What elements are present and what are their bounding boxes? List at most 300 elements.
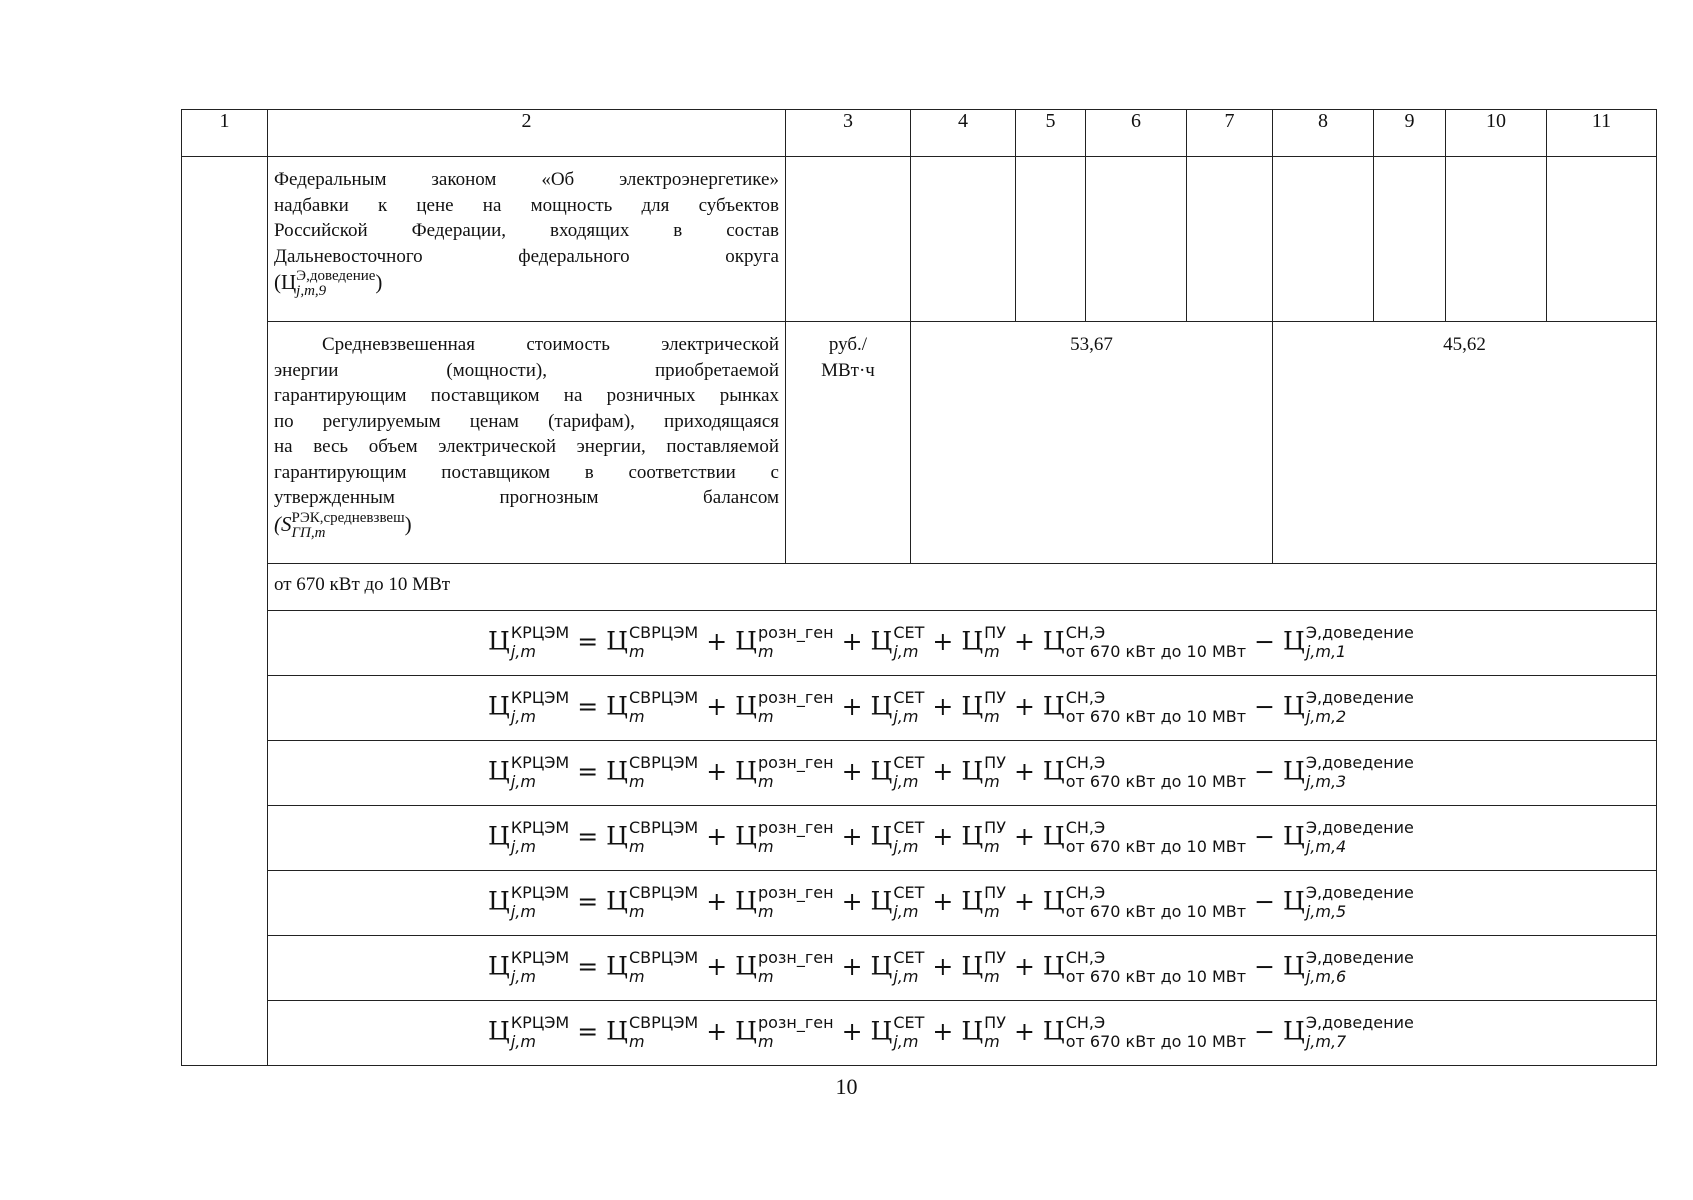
formula-base: Ц [1042, 691, 1065, 721]
formula-sup: КРЦЭМ [510, 623, 570, 642]
formula-base: Ц [1283, 756, 1305, 786]
unit-line: руб./ [828, 334, 868, 355]
formula-sub: j,m [893, 902, 919, 921]
formula-scripts [893, 1013, 925, 1051]
formula-term [870, 623, 925, 661]
formula-sup: СВРЦЭМ [628, 688, 699, 707]
formula-term [735, 623, 834, 661]
formula-operator: − [1254, 626, 1276, 656]
formula-scripts [628, 623, 699, 661]
formula-sub: m [757, 772, 774, 791]
formula-term [606, 883, 699, 921]
formula-term [1283, 753, 1414, 791]
formula-term [961, 753, 1006, 791]
symbol-sup: РЭК,средневзвеш [291, 509, 405, 526]
formula-base: Ц [870, 821, 893, 851]
formula-sub: j,m,2 [1305, 707, 1347, 726]
formula-sup: СЕТ [893, 948, 925, 967]
formula-operator: − [1254, 821, 1276, 851]
formula-sup: СН,Э [1065, 883, 1106, 902]
header-cell: 10 [1446, 110, 1547, 157]
formula-term [870, 753, 925, 791]
formula-scripts [984, 948, 1006, 986]
formula-operator: + [841, 886, 863, 916]
formula-sup: СН,Э [1065, 753, 1106, 772]
formula-row [182, 676, 1657, 741]
formula-base: Ц [870, 951, 893, 981]
formula-base: Ц [1042, 756, 1065, 786]
formula-term [488, 753, 570, 791]
formula-sup: СН,Э [1065, 818, 1106, 837]
formula-operator: + [932, 821, 954, 851]
formula-sub: j,m [893, 1032, 919, 1051]
formula-base: Ц [488, 756, 510, 786]
formula-scripts [893, 688, 925, 726]
formula-sub: m [757, 707, 774, 726]
formula-scripts [893, 623, 925, 661]
formula-operator: + [706, 626, 728, 656]
formula-operator: + [841, 756, 863, 786]
formula-term [735, 1013, 834, 1051]
formula-sup: КРЦЭМ [510, 948, 570, 967]
formula-operator: + [1013, 756, 1035, 786]
formula-term [961, 818, 1006, 856]
formula-term [870, 688, 925, 726]
formula-operator: + [932, 691, 954, 721]
symbol-close: ) [404, 511, 412, 536]
formula-base: Ц [961, 626, 984, 656]
formula-sup: СН,Э [1065, 688, 1106, 707]
formula-sub: m [757, 902, 774, 921]
formula-term [961, 883, 1006, 921]
formula-term [735, 688, 834, 726]
formula-sub: m [984, 642, 1000, 661]
formula-sup: СН,Э [1065, 948, 1106, 967]
formula-scripts [510, 948, 570, 986]
formula-operator: + [706, 886, 728, 916]
row-allowance [182, 157, 1657, 322]
formula-sup: СВРЦЭМ [628, 753, 699, 772]
formula [268, 883, 1656, 921]
formula-term [1042, 818, 1247, 856]
formula-scripts [984, 753, 1006, 791]
formula-scripts [628, 948, 699, 986]
formula-sub: m [984, 967, 1000, 986]
formula-sub: j,m [510, 967, 536, 986]
formula-term [1042, 753, 1247, 791]
desc-line: Федеральным законом «Об электроэнергетике» [274, 169, 779, 190]
formula-operator: + [841, 821, 863, 851]
formula-sup: Э,доведение [1305, 688, 1414, 707]
formula-sub: m [628, 707, 645, 726]
formula-scripts [984, 883, 1006, 921]
page-number: 10 [835, 1074, 858, 1099]
header-row [182, 110, 1657, 157]
formula-base: Ц [606, 886, 628, 916]
formula-sub: от 670 кВт до 10 МВт [1065, 707, 1247, 726]
formula-row [182, 936, 1657, 1001]
formula-sup: ПУ [984, 883, 1006, 902]
desc-line: по регулируемым ценам (тарифам), приходящаяся [274, 410, 779, 432]
formula-sub: m [628, 837, 645, 856]
formula-base: Ц [961, 691, 984, 721]
unit-cell [786, 322, 911, 564]
formula-term [606, 1013, 699, 1051]
formula-base: Ц [1283, 951, 1305, 981]
formula-sub: от 670 кВт до 10 МВт [1065, 642, 1247, 661]
formula-operator: = [577, 756, 599, 786]
formula-cell [268, 936, 1657, 1001]
formula-operator: + [932, 756, 954, 786]
formula-base: Ц [735, 886, 757, 916]
formula-base: Ц [870, 886, 893, 916]
formula-sup: КРЦЭМ [510, 818, 570, 837]
formula-operator: + [841, 951, 863, 981]
formula-term [488, 883, 570, 921]
formula-scripts [628, 818, 699, 856]
formula-operator: − [1254, 756, 1276, 786]
formula-sup: СЕТ [893, 688, 925, 707]
formula-cell [268, 1001, 1657, 1066]
formula-sub: m [628, 1032, 645, 1051]
formula-scripts [1305, 1013, 1414, 1051]
formula-row [182, 741, 1657, 806]
formula-operator: + [841, 691, 863, 721]
formula-base: Ц [961, 886, 984, 916]
formula-base: Ц [1042, 821, 1065, 851]
formula-base: Ц [1042, 951, 1065, 981]
formula-sub: m [984, 837, 1000, 856]
formula-sub: m [757, 967, 774, 986]
formula-cell [268, 676, 1657, 741]
formula-operator: − [1254, 1016, 1276, 1046]
formula-operator: = [577, 886, 599, 916]
formula-base: Ц [1042, 886, 1065, 916]
formula-sub: j,m,3 [1305, 772, 1347, 791]
formula-scripts [1065, 753, 1247, 791]
formula-row [182, 871, 1657, 936]
formula-scripts [1065, 688, 1247, 726]
formula-sup: Э,доведение [1305, 623, 1414, 642]
header-cell: 6 [1086, 110, 1187, 157]
desc-line: на весь объем электрической энергии, поставляемой [274, 436, 779, 457]
row-weighted-cost [182, 322, 1657, 564]
formula-scripts [984, 623, 1006, 661]
formula-operator: + [706, 821, 728, 851]
formula-base: Ц [606, 626, 628, 656]
formula-scripts [984, 1013, 1006, 1051]
formula-sub: m [757, 642, 774, 661]
formula-scripts [628, 1013, 699, 1051]
formula-base: Ц [961, 1016, 984, 1046]
formula-sub: j,m,7 [1305, 1032, 1347, 1051]
formula-sub: m [628, 967, 645, 986]
formula-base: Ц [606, 1016, 628, 1046]
formula-sup: розн_ген [757, 623, 834, 642]
formula-cell [268, 741, 1657, 806]
formula-sup: Э,доведение [1305, 948, 1414, 967]
formula-term [488, 948, 570, 986]
formula-sup: ПУ [984, 688, 1006, 707]
formula-sub: от 670 кВт до 10 МВт [1065, 837, 1247, 856]
formula-operator: + [1013, 626, 1035, 656]
formula-sup: розн_ген [757, 753, 834, 772]
formula-scripts [628, 883, 699, 921]
formula-sub: j,m [510, 707, 536, 726]
formula-term [870, 883, 925, 921]
formula-base: Ц [735, 821, 757, 851]
formula-operator: + [841, 626, 863, 656]
formula-term [1042, 883, 1247, 921]
formula-term [961, 1013, 1006, 1051]
header-cell: 5 [1016, 110, 1086, 157]
formula-scripts [893, 818, 925, 856]
formula-sup: ПУ [984, 753, 1006, 772]
formula-sub: m [757, 1032, 774, 1051]
formula-term [606, 688, 699, 726]
formula-term [606, 948, 699, 986]
formula-operator: = [577, 1016, 599, 1046]
formula-sup: розн_ген [757, 688, 834, 707]
formula-sub: j,m,4 [1305, 837, 1347, 856]
formula-base: Ц [606, 756, 628, 786]
formula-scripts [1305, 948, 1414, 986]
formula-base: Ц [488, 626, 510, 656]
formula-base: Ц [606, 821, 628, 851]
formula-sup: КРЦЭМ [510, 883, 570, 902]
formula-base: Ц [735, 626, 757, 656]
formula-base: Ц [961, 756, 984, 786]
formula-term [1283, 883, 1414, 921]
formula-sub: m [628, 772, 645, 791]
formula-sub: j,m [510, 772, 536, 791]
formula-scripts [757, 948, 834, 986]
formula-sup: СВРЦЭМ [628, 623, 699, 642]
header-cell: 4 [911, 110, 1016, 157]
formula-base: Ц [1283, 691, 1305, 721]
formula-operator: = [577, 821, 599, 851]
formula-operator: − [1254, 951, 1276, 981]
header-cell: 7 [1187, 110, 1273, 157]
formula-term [961, 688, 1006, 726]
formula-sup: ПУ [984, 818, 1006, 837]
formula-term [1283, 1013, 1414, 1051]
col1-cell [182, 157, 268, 1066]
desc-line: гарантирующим поставщиком в соответствии с [274, 461, 779, 483]
formula-base: Ц [961, 951, 984, 981]
formula-base: Ц [735, 951, 757, 981]
symbol-sub: j,m,9 [296, 283, 327, 299]
formula-base: Ц [870, 691, 893, 721]
formula-scripts [893, 883, 925, 921]
formula-sub: от 670 кВт до 10 МВт [1065, 1032, 1247, 1051]
formula-operator: + [932, 886, 954, 916]
formula-term [1042, 948, 1247, 986]
formula-base: Ц [488, 886, 510, 916]
formula-sub: j,m [510, 642, 536, 661]
formula-scripts [757, 753, 834, 791]
formula-operator: + [932, 1016, 954, 1046]
formula-operator: − [1254, 691, 1276, 721]
formula-scripts [510, 688, 570, 726]
formula-base: Ц [1283, 626, 1305, 656]
formula-base: Ц [870, 1016, 893, 1046]
formula-sup: СЕТ [893, 753, 925, 772]
formula-scripts [1065, 883, 1247, 921]
desc-line: утвержденным прогнозным балансом [274, 487, 779, 508]
formula-sup: ПУ [984, 623, 1006, 642]
formula-operator: + [932, 951, 954, 981]
formula-operator: = [577, 691, 599, 721]
formula-term [735, 753, 834, 791]
formula-sup: ПУ [984, 1013, 1006, 1032]
formula-term [488, 623, 570, 661]
formula-sup: Э,доведение [1305, 753, 1414, 772]
formula-sub: j,m,5 [1305, 902, 1347, 921]
formula-term [1042, 623, 1247, 661]
formula [268, 1013, 1656, 1051]
header-cell: 11 [1547, 110, 1657, 157]
formula-scripts [1305, 623, 1414, 661]
formula-scripts [510, 1013, 570, 1051]
formula-base: Ц [735, 756, 757, 786]
formula-scripts [1065, 818, 1247, 856]
formula-sup: СН,Э [1065, 623, 1106, 642]
formula-term [961, 623, 1006, 661]
formula-scripts [510, 753, 570, 791]
formula-sup: СВРЦЭМ [628, 948, 699, 967]
formula-sub: j,m [510, 902, 536, 921]
formula-scripts [984, 688, 1006, 726]
formula [268, 753, 1656, 791]
formula-scripts [510, 818, 570, 856]
formula-sub: от 670 кВт до 10 МВт [1065, 772, 1247, 791]
formula-sup: СЕТ [893, 623, 925, 642]
formula-term [870, 818, 925, 856]
formula-operator: + [706, 756, 728, 786]
formula-sub: j,m [893, 967, 919, 986]
formula-base: Ц [488, 821, 510, 851]
formula-operator: + [1013, 821, 1035, 851]
formula-sup: Э,доведение [1305, 1013, 1414, 1032]
formula-term [870, 1013, 925, 1051]
formula-operator: = [577, 626, 599, 656]
formula-scripts [757, 1013, 834, 1051]
formula-sub: j,m [893, 837, 919, 856]
formula-sup: розн_ген [757, 883, 834, 902]
formula-sup: СВРЦЭМ [628, 1013, 699, 1032]
formula-sub: m [757, 837, 774, 856]
formula-sub: j,m [893, 772, 919, 791]
formula-scripts [757, 818, 834, 856]
formula-term [870, 948, 925, 986]
formula-sub: m [984, 772, 1000, 791]
formula-operator: + [932, 626, 954, 656]
formula-sup: розн_ген [757, 948, 834, 967]
formula [268, 818, 1656, 856]
formula-scripts [1305, 883, 1414, 921]
header-cell: 3 [786, 110, 911, 157]
formula-sub: m [984, 1032, 1000, 1051]
formula-scripts [510, 883, 570, 921]
value-cell: 45,62 [1273, 322, 1657, 564]
header-cell: 1 [182, 110, 268, 157]
formula-operator: − [1254, 886, 1276, 916]
formula-sup: Э,доведение [1305, 883, 1414, 902]
formula-operator: = [577, 951, 599, 981]
formula-cell [268, 806, 1657, 871]
formula-sup: розн_ген [757, 818, 834, 837]
formula-sup: КРЦЭМ [510, 688, 570, 707]
formula-term [606, 818, 699, 856]
formula-base: Ц [1283, 886, 1305, 916]
formula-sub: j,m,6 [1305, 967, 1347, 986]
formula-operator: + [706, 691, 728, 721]
formula-sup: СН,Э [1065, 1013, 1106, 1032]
formula-base: Ц [606, 691, 628, 721]
header-cell: 8 [1273, 110, 1374, 157]
formula-base: Ц [1042, 626, 1065, 656]
header-cell: 9 [1374, 110, 1446, 157]
formula-sub: j,m [510, 1032, 536, 1051]
formula-cell [268, 871, 1657, 936]
formula-scripts [628, 688, 699, 726]
formula-scripts [510, 623, 570, 661]
formula-operator: + [706, 951, 728, 981]
allowance-description [268, 157, 786, 322]
formula-scripts [628, 753, 699, 791]
formula-operator: + [1013, 691, 1035, 721]
formula-term [488, 1013, 570, 1051]
formula-scripts [1305, 818, 1414, 856]
formula-term [1283, 623, 1414, 661]
tariff-table [181, 109, 1657, 1066]
formula-base: Ц [870, 756, 893, 786]
formula-term [735, 818, 834, 856]
formula-row [182, 1001, 1657, 1066]
symbol-sub: ГП,m [291, 524, 326, 541]
formula-scripts [757, 623, 834, 661]
formula-operator: + [1013, 951, 1035, 981]
formula-base: Ц [1283, 1016, 1305, 1046]
symbol-close: ) [375, 269, 383, 294]
desc-line: надбавки к цене на мощность для субъектов [274, 194, 779, 216]
formula-base: Ц [1042, 1016, 1065, 1046]
formula [268, 948, 1656, 986]
section-row [182, 564, 1657, 611]
desc-line: Дальневосточного федерального округа [274, 245, 779, 267]
formula-sup: Э,доведение [1305, 818, 1414, 837]
formula-operator: + [1013, 886, 1035, 916]
formula-scripts [984, 818, 1006, 856]
symbol-base: (S [274, 511, 292, 536]
formula-base: Ц [488, 691, 510, 721]
formula-sup: СЕТ [893, 1013, 925, 1032]
formula-operator: + [841, 1016, 863, 1046]
formula-sub: от 670 кВт до 10 МВт [1065, 902, 1247, 921]
formula-sub: j,m [893, 642, 919, 661]
formula-scripts [1305, 753, 1414, 791]
formula-scripts [757, 883, 834, 921]
formula-term [1283, 948, 1414, 986]
formula-base: Ц [488, 1016, 510, 1046]
desc-line: гарантирующим поставщиком на розничных рынках [274, 385, 779, 406]
formula-base: Ц [1283, 821, 1305, 851]
formula-term [735, 948, 834, 986]
desc-line: Российской Федерации, входящих в состав [274, 220, 779, 241]
formula-operator: + [706, 1016, 728, 1046]
formula-sup: СЕТ [893, 818, 925, 837]
